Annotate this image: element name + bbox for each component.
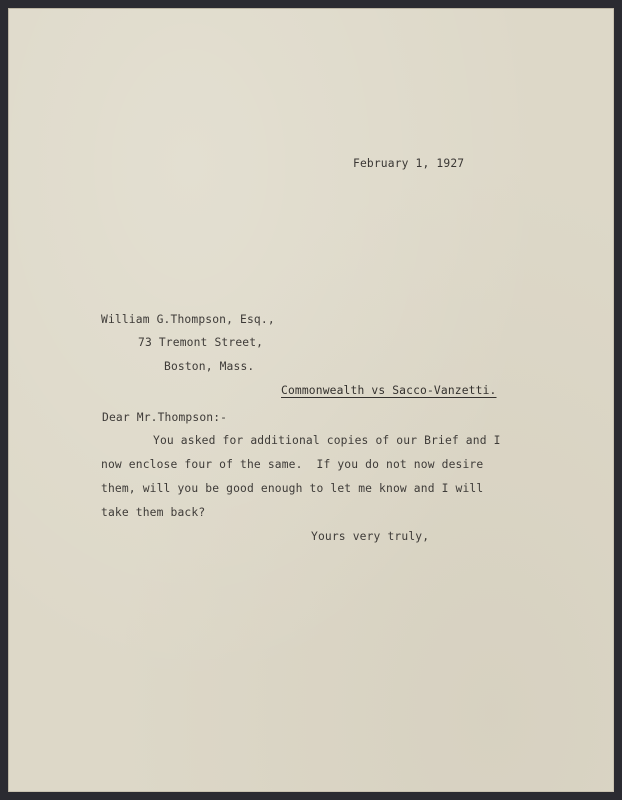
salutation: Dear Mr.Thompson:- — [102, 411, 228, 424]
closing: Yours very truly, — [311, 530, 430, 543]
letter-date: February 1, 1927 — [353, 157, 465, 170]
subject-line: Commonwealth vs Sacco-Vanzetti. — [281, 384, 497, 397]
letter-page — [8, 8, 614, 792]
body-line-3: them, will you be good enough to let me know and I will — [101, 482, 484, 495]
recipient-city: Boston, Mass. — [164, 360, 255, 373]
recipient-name: William G.Thompson, Esq., — [101, 313, 275, 326]
recipient-street: 73 Tremont Street, — [138, 336, 264, 349]
body-line-1: You asked for additional copies of our Brief and I — [153, 434, 501, 447]
body-line-2: now enclose four of the same. If you do not now desire — [101, 458, 484, 471]
body-line-4: take them back? — [101, 506, 206, 519]
